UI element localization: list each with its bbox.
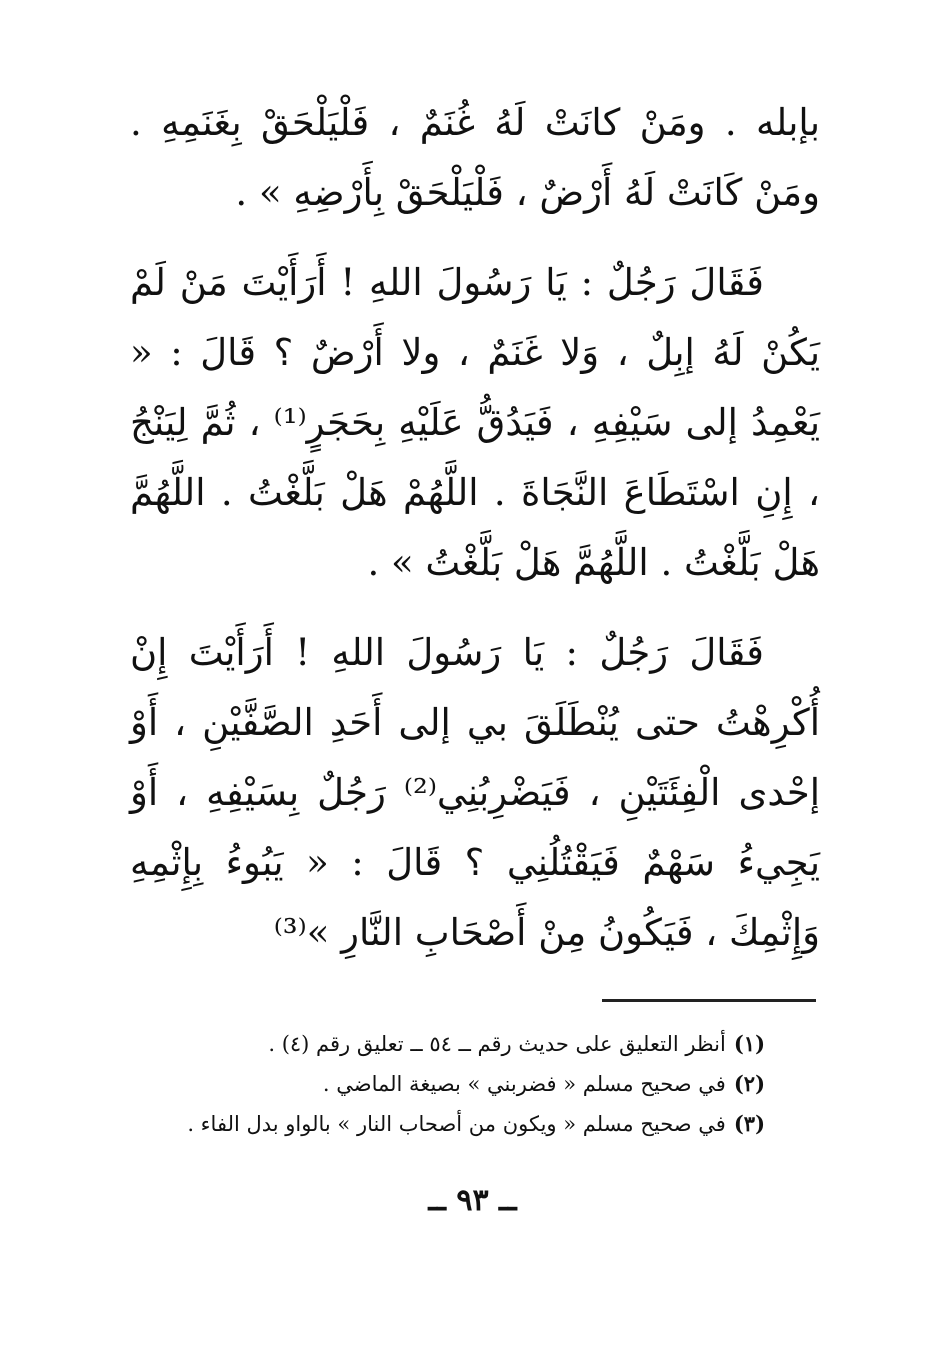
paragraph: بإبله . ومَنْ كانَتْ لَهُ غُنَمٌ ، فَلْيَلْحَقْ بِغَنَمِهِ . ومَنْ كَانَتْ لَهُ أَرْضٌ ، فَلْيَلْحَقْ بِأَرْضِهِ » . <box>130 101 820 214</box>
footnote-text: في صحيح مسلم « ويكون من أصحاب النار » بالواو بدل الفاء . <box>187 1112 726 1136</box>
page-number: ــ ٩٣ ــ <box>428 1183 517 1218</box>
main-text <box>130 88 820 988</box>
footnote-number: (٢) <box>733 1071 765 1096</box>
footnote-item <box>150 1064 765 1104</box>
footnote-number: (١) <box>733 1031 765 1056</box>
footnote-number: (٣) <box>733 1111 765 1136</box>
footnote-text: في صحيح مسلم « فضربني » بصيغة الماضي . <box>322 1072 726 1096</box>
footnote-item <box>150 1024 765 1064</box>
footnote-item <box>150 1104 765 1144</box>
footnotes <box>150 1024 765 1144</box>
paragraph: فَقَالَ رَجُلٌ : يَا رَسُولَ اللهِ ! أَرَأَيْتَ إِنْ أُكْرِهْتُ حتى يُنْطَلَقَ بي إلى أَحَدِ الصَّفَّيْنِ ، أَوْ إحْدى الْفِئَتَيْنِ ، فَيَضْرِبُنِي⁽²⁾ رَجُلٌ بِسَيْفِهِ ، أَوْ يَجِيءُ سَهْمٌ فَيَقْتُلُنِي ؟ قَالَ : « يَبُوءُ بِإِثْمِهِ وَإِثْمِكَ ، فَيَكُونُ مِنْ أَصْحَابِ النَّارِ »⁽³⁾ <box>130 631 820 954</box>
footnote-divider <box>602 999 816 1002</box>
paragraph: فَقَالَ رَجُلٌ : يَا رَسُولَ اللهِ ! أَرَأَيْتَ مَنْ لَمْ يَكُنْ لَهُ إبِلٌ ، وَلا غَنَمٌ ، ولا أَرْضٌ ؟ قَالَ : « يَعْمِدُ إلى سَيْفِهِ ، فَيَدُقُّ عَلَيْهِ بِحَجَرٍ⁽¹⁾ ، ثُمَّ لِيَنْجُ ، إِنِ اسْتَطَاعَ النَّجَاةَ . اللَّهُمْ هَلْ بَلَّغْتُ . اللَّهُمَّ هَلْ بَلَّغْتُ . اللَّهُمَّ هَلْ بَلَّغْتُ » . <box>130 261 820 584</box>
footnote-text: أنظر التعليق على حديث رقم ــ ٥٤ ــ تعليق رقم (٤) . <box>268 1032 726 1056</box>
